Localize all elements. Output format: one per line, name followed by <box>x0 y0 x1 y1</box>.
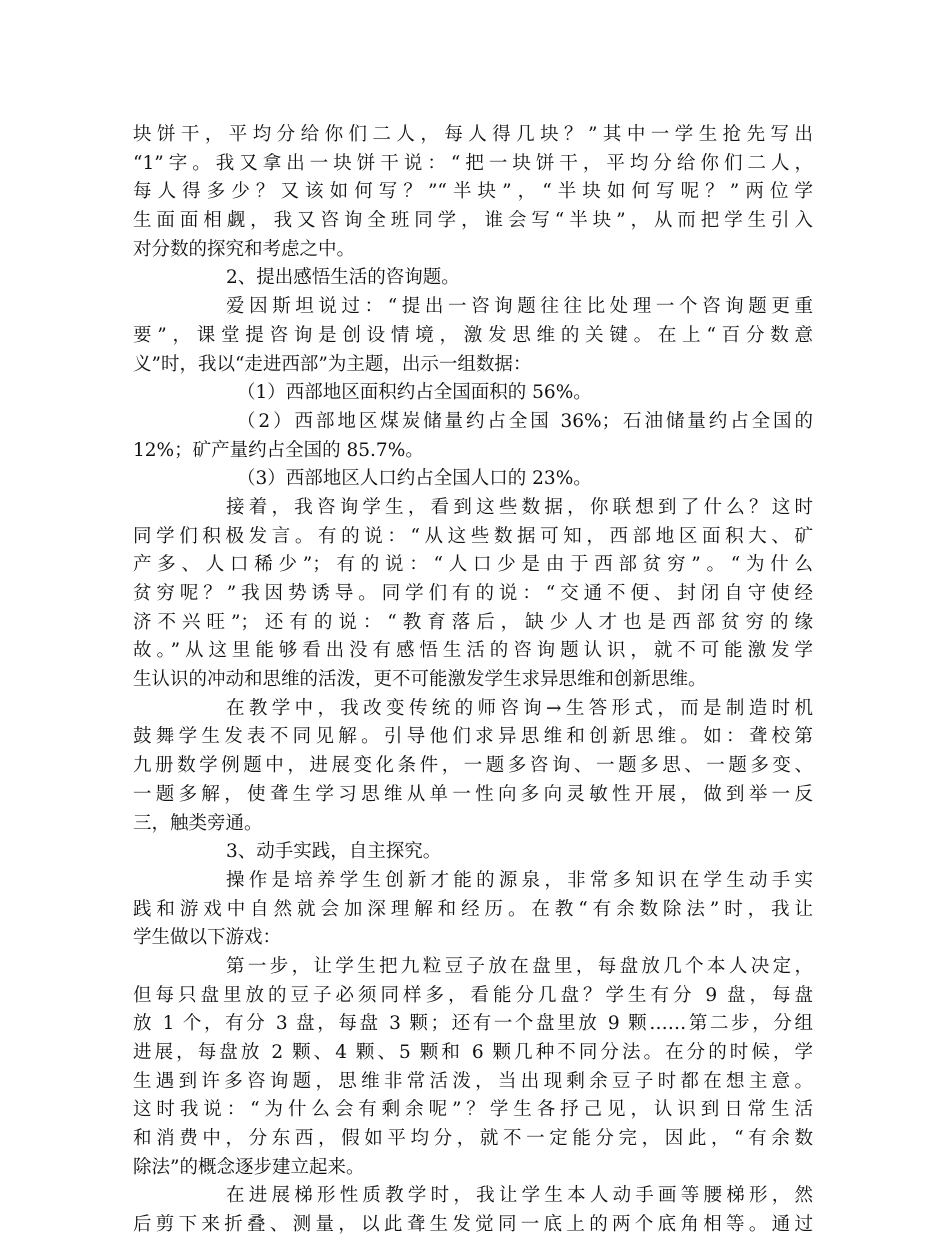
text-line: 对分数的探究和考虑之中。 <box>133 238 356 260</box>
text-line: 但每只盘里放的豆子必须同样多，看能分几盘？学生有分 9 盘，每盘 <box>133 984 813 1006</box>
list-item: （2）西部地区煤炭储量约占全国 36%；石油储量约占全国的 <box>237 410 813 432</box>
text-line: 鼓舞学生发表不同见解。引导他们求异思维和创新思维。如：聋校第 <box>133 726 813 748</box>
text-line: 块饼干，平均分给你们二人，每人得几块？”其中一学生抢先写出 <box>133 124 813 145</box>
section-heading: 2、提出感悟生活的咨询题。 <box>226 267 460 289</box>
text-line: 生遇到许多咨询题，思维非常活泼，当出现剩余豆子时都在想主意。 <box>133 1070 813 1092</box>
text-line: 义”时，我以“走进西部”为主题，出示一组数据： <box>133 353 532 375</box>
text-line: “1”字。我又拿出一块饼干说：“把一块饼干，平均分给你们二人， <box>133 152 813 174</box>
text-line: 第一步，让学生把九粒豆子放在盘里，每盘放几个本人决定， <box>226 955 813 977</box>
text-line: 三，触类旁通。 <box>133 812 263 834</box>
text-line: 同学们积极发言。有的说：“从这些数据可知，西部地区面积大、矿 <box>133 525 813 547</box>
text-line: 生面面相觑，我又咨询全班同学，谁会写“半块”，从而把学生引入 <box>133 210 813 232</box>
text-line: 贫穷呢？”我因势诱导。同学们有的说：“交通不便、封闭自守使经 <box>133 583 813 604</box>
text-line: 进展，每盘放 2 颗、4 颗、5 颗和 6 颗几种不同分法。在分的时候，学 <box>133 1042 813 1063</box>
document-page <box>133 121 813 1240</box>
text-line: 在进展梯形性质教学时，我让学生本人动手画等腰梯形，然 <box>226 1185 813 1207</box>
text-line: 济不兴旺”；还有的说：“教育落后，缺少人才也是西部贫穷的缘 <box>133 611 813 633</box>
text-line: 和消费中，分东西，假如平均分，就不一定能分完，因此，“有余数 <box>133 1128 813 1150</box>
text-line: 放 1 个，有分 3 盘，每盘 3 颗；还有一个盘里放 9 颗……第二步，分组 <box>133 1013 813 1035</box>
text-line: 后剪下来折叠、测量，以此聋生发觉同一底上的两个底角相等。通过 <box>133 1214 813 1236</box>
text-line: 要”，课堂提咨询是创设情境，激发思维的关键。在上“百分数意 <box>133 324 813 346</box>
list-item: （1）西部地区面积约占全国面积的 56%。 <box>237 382 592 404</box>
text-line: 学生做以下游戏： <box>133 927 282 949</box>
text-line: 一题多解，使聋生学习思维从单一性向多向灵敏性开展，做到举一反 <box>133 783 813 805</box>
text-line: 在教学中，我改变传统的师咨询→生答形式，而是制造时机 <box>226 697 813 719</box>
text-line: 每人得多少？又该如何写？”“半块”，“半块如何写呢？”两位学 <box>133 181 813 203</box>
text-line: 除法”的概念逐步建立起来。 <box>133 1156 365 1178</box>
section-heading: 3、动手实践，自主探究。 <box>226 841 442 863</box>
text-line: 这时我说：“为什么会有剩余呢”？学生各抒己见，认识到日常生活 <box>133 1099 813 1121</box>
text-line: 爱因斯坦说过：“提出一咨询题往往比处理一个咨询题更重 <box>226 296 813 318</box>
text-line: 操作是培养学生创新才能的源泉，非常多知识在学生动手实 <box>226 869 813 891</box>
text-line: 故。”从这里能够看出没有感悟生活的咨询题认识，就不可能激发学 <box>133 640 813 662</box>
list-item: （3）西部地区人口约占全国人口的 23%。 <box>237 468 592 490</box>
text-line: 践和游戏中自然就会加深理解和经历。在教“有余数除法”时，我让 <box>133 898 813 920</box>
text-line: 生认识的冲动和思维的活泼，更不可能激发学生求异思维和创新思维。 <box>133 669 707 691</box>
text-line: 九册数学例题中，进展变化条件，一题多咨询、一题多思、一题多变、 <box>133 755 813 777</box>
text-line: 12%；矿产量约占全国的 85.7%。 <box>133 439 424 461</box>
text-line: 接着，我咨询学生，看到这些数据，你联想到了什么？这时 <box>226 496 813 518</box>
text-line: 产多、人口稀少”；有的说：“人口少是由于西部贫穷”。“为什么 <box>133 554 813 576</box>
